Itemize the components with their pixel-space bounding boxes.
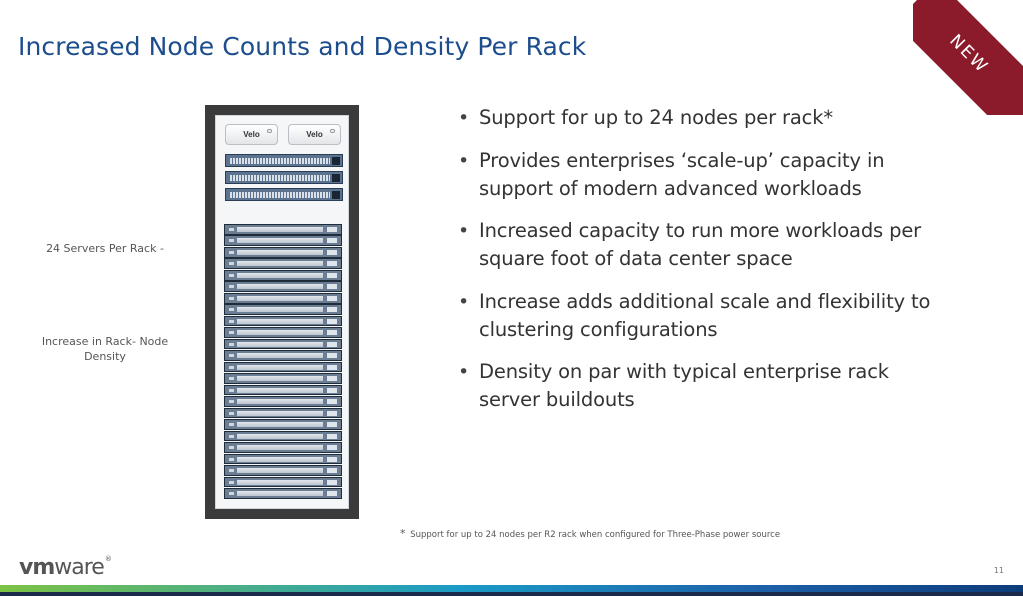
server-stack bbox=[224, 224, 342, 500]
new-badge-text: NEW bbox=[945, 30, 993, 78]
switch-ports bbox=[230, 158, 330, 164]
server-bezel bbox=[237, 399, 323, 404]
rack-frame bbox=[215, 115, 349, 509]
rack-density-label: Increase in Rack- Node Density bbox=[41, 335, 169, 363]
switch-uplink bbox=[332, 191, 340, 199]
server-bezel bbox=[237, 365, 323, 370]
server-led-icon bbox=[229, 435, 234, 438]
server-handle bbox=[327, 307, 337, 312]
server-bezel bbox=[237, 238, 323, 243]
server-handle bbox=[327, 388, 337, 393]
velo-indicator-icon bbox=[267, 129, 272, 133]
network-switch bbox=[225, 154, 343, 167]
velo-appliance bbox=[225, 124, 278, 145]
page-number: 11 bbox=[993, 566, 1004, 575]
bullet-text: Increase adds additional scale and flexibility to clustering configurations bbox=[479, 289, 931, 341]
server-bezel bbox=[237, 330, 323, 335]
bullet-icon: • bbox=[458, 220, 470, 242]
server-handle bbox=[327, 365, 337, 370]
switch-ports bbox=[230, 192, 330, 198]
server-led-icon bbox=[229, 458, 234, 461]
server-handle bbox=[327, 376, 337, 381]
server-led-icon bbox=[229, 354, 234, 357]
server-handle bbox=[327, 296, 337, 301]
bullet-icon: • bbox=[458, 290, 470, 313]
server-handle bbox=[327, 284, 337, 289]
slide-title: Increased Node Counts and Density Per Rack bbox=[18, 32, 587, 61]
footnote-marker: * bbox=[400, 527, 406, 540]
bullet-text: Increased capacity to run more workloads per square foot of data center space bbox=[479, 219, 922, 270]
server-led-icon bbox=[229, 400, 234, 403]
footer-color-bar bbox=[0, 585, 1023, 596]
server-bezel bbox=[237, 388, 323, 393]
server-led-icon bbox=[229, 423, 234, 426]
server-node bbox=[224, 396, 342, 407]
server-bezel bbox=[237, 296, 323, 301]
bullet-item bbox=[458, 288, 938, 344]
server-led-icon bbox=[229, 469, 234, 472]
server-handle bbox=[327, 445, 337, 450]
server-bezel bbox=[237, 342, 323, 347]
rack-illustration bbox=[205, 105, 359, 519]
server-handle bbox=[327, 238, 337, 243]
server-bezel bbox=[237, 261, 323, 266]
server-led-icon bbox=[229, 228, 234, 231]
server-handle bbox=[327, 319, 337, 324]
server-bezel bbox=[237, 250, 323, 255]
server-handle bbox=[327, 250, 337, 255]
server-led-icon bbox=[229, 239, 234, 242]
server-bezel bbox=[237, 273, 323, 278]
server-led-icon bbox=[229, 446, 234, 449]
server-bezel bbox=[237, 227, 323, 232]
server-led-icon bbox=[229, 285, 234, 288]
velo-appliance bbox=[288, 124, 341, 145]
bullet-text: Support for up to 24 nodes per rack* bbox=[479, 106, 833, 129]
footnote-text: Support for up to 24 nodes per R2 rack when configured for Three-Phase power source bbox=[410, 530, 781, 540]
server-node bbox=[224, 419, 342, 430]
bullet-item bbox=[458, 217, 938, 273]
bullet-item bbox=[458, 104, 938, 132]
server-led-icon bbox=[229, 412, 234, 415]
server-node bbox=[224, 270, 342, 281]
velo-indicator-icon bbox=[330, 129, 335, 133]
switch-uplink bbox=[332, 174, 340, 182]
bullet-list bbox=[458, 104, 938, 429]
server-bezel bbox=[237, 307, 323, 312]
server-led-icon bbox=[229, 331, 234, 334]
server-led-icon bbox=[229, 366, 234, 369]
server-handle bbox=[327, 273, 337, 278]
network-switch bbox=[225, 171, 343, 184]
server-led-icon bbox=[229, 492, 234, 495]
server-node bbox=[224, 477, 342, 488]
server-led-icon bbox=[229, 274, 234, 277]
server-led-icon bbox=[229, 389, 234, 392]
bullet-item bbox=[458, 147, 938, 203]
network-switch bbox=[225, 188, 343, 201]
vmware-logo bbox=[19, 555, 112, 580]
server-handle bbox=[327, 422, 337, 427]
logo-vm: vm bbox=[19, 555, 55, 580]
server-node bbox=[224, 224, 342, 235]
server-handle bbox=[327, 457, 337, 462]
server-node bbox=[224, 431, 342, 442]
server-node bbox=[224, 454, 342, 465]
server-node bbox=[224, 293, 342, 304]
server-handle bbox=[327, 399, 337, 404]
server-node bbox=[224, 339, 342, 350]
bullet-item bbox=[458, 358, 938, 414]
logo-registered-mark: ® bbox=[104, 555, 112, 563]
server-led-icon bbox=[229, 308, 234, 311]
server-bezel bbox=[237, 457, 323, 462]
server-node bbox=[224, 304, 342, 315]
servers-per-rack-label: 24 Servers Per Rack - bbox=[46, 242, 164, 255]
logo-ware: ware bbox=[54, 555, 104, 580]
server-led-icon bbox=[229, 251, 234, 254]
server-node bbox=[224, 235, 342, 246]
velo-label: Velo bbox=[306, 130, 323, 139]
server-handle bbox=[327, 468, 337, 473]
server-bezel bbox=[237, 480, 323, 485]
server-handle bbox=[327, 353, 337, 358]
server-led-icon bbox=[229, 320, 234, 323]
velo-appliances bbox=[225, 124, 341, 146]
server-bezel bbox=[237, 434, 323, 439]
server-handle bbox=[327, 411, 337, 416]
switch-ports bbox=[230, 175, 330, 181]
server-handle bbox=[327, 330, 337, 335]
velo-label: Velo bbox=[243, 130, 260, 139]
server-led-icon bbox=[229, 262, 234, 265]
server-node bbox=[224, 316, 342, 327]
server-handle bbox=[327, 227, 337, 232]
server-bezel bbox=[237, 411, 323, 416]
new-badge bbox=[913, 0, 1023, 115]
server-node bbox=[224, 258, 342, 269]
server-handle bbox=[327, 342, 337, 347]
server-led-icon bbox=[229, 481, 234, 484]
server-bezel bbox=[237, 376, 323, 381]
server-bezel bbox=[237, 422, 323, 427]
server-bezel bbox=[237, 353, 323, 358]
server-node bbox=[224, 385, 342, 396]
server-handle bbox=[327, 434, 337, 439]
bullet-icon: • bbox=[458, 361, 470, 383]
bullet-icon: • bbox=[458, 107, 470, 129]
server-led-icon bbox=[229, 343, 234, 346]
bullet-icon: • bbox=[458, 149, 470, 172]
server-bezel bbox=[237, 284, 323, 289]
server-node bbox=[224, 465, 342, 476]
switch-uplink bbox=[332, 157, 340, 165]
server-handle bbox=[327, 480, 337, 485]
server-led-icon bbox=[229, 297, 234, 300]
bullet-text: Density on par with typical enterprise rack server buildouts bbox=[479, 360, 889, 411]
server-led-icon bbox=[229, 377, 234, 380]
server-node bbox=[224, 442, 342, 453]
footnote bbox=[400, 527, 780, 540]
server-node bbox=[224, 373, 342, 384]
server-node bbox=[224, 362, 342, 373]
server-node bbox=[224, 408, 342, 419]
server-handle bbox=[327, 491, 337, 496]
server-node bbox=[224, 247, 342, 258]
server-bezel bbox=[237, 491, 323, 496]
server-node bbox=[224, 327, 342, 338]
server-handle bbox=[327, 261, 337, 266]
server-node bbox=[224, 281, 342, 292]
server-bezel bbox=[237, 445, 323, 450]
server-bezel bbox=[237, 319, 323, 324]
server-node bbox=[224, 350, 342, 361]
bullet-text: Provides enterprises ‘scale-up’ capacity in support of modern advanced workloads bbox=[479, 148, 885, 200]
server-bezel bbox=[237, 468, 323, 473]
server-node bbox=[224, 488, 342, 499]
